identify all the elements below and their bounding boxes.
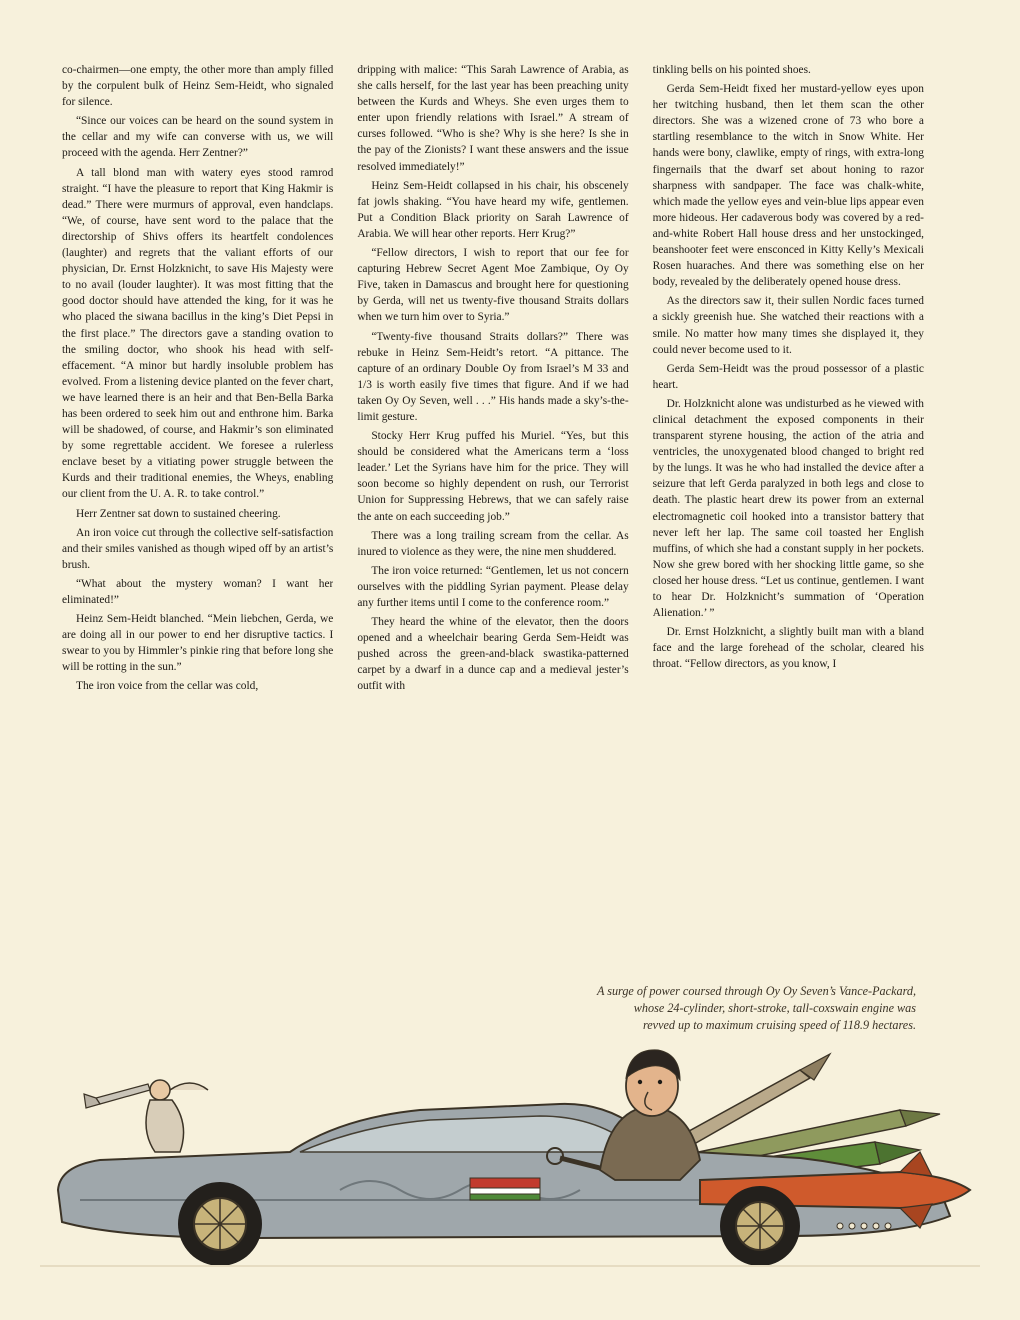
text-column-3 bbox=[653, 62, 924, 952]
paragraph: tinkling bells on his pointed shoes. bbox=[652, 64, 811, 76]
paragraph: The iron voice from the cellar was cold, bbox=[76, 680, 259, 693]
paragraph: Heinz Sem-Heidt blanched. “Mein liebchen, Gerda, we are doing all in our power to end her disruptive tactics. I swear to you by Himmler’s pinkie ring that before long she will be rotting in the sun.” bbox=[62, 613, 334, 674]
paragraph: “What about the mystery woman? I want her eliminated!” bbox=[62, 577, 334, 606]
car-illustration bbox=[40, 1040, 980, 1270]
paragraph: “Twenty-five thousand Straits dollars?” There was rebuke in Heinz Sem-Heidt’s retort. “A pittance. The capture of an ordinary Double Oy from Israel’s M 33 and 1/3 is worth easily five times that figure. And if we had taken Oy Oy Seven, well . . .” His hands made a sky’s-the-limit gesture. bbox=[357, 330, 629, 423]
front-wheel bbox=[720, 1186, 800, 1266]
paragraph: There was a long trailing scream from the cellar. As inured to violence as they were, the nine men shuddered. bbox=[357, 529, 629, 558]
caption-line: A surge of power coursed through Oy Oy Seven’s Vance-Packard, bbox=[596, 984, 916, 998]
illustration-caption bbox=[436, 983, 916, 1034]
paragraph: The iron voice returned: “Gentlemen, let us not concern ourselves with the piddling Syrian payment. Please delay any further items until I come to the conference room.” bbox=[357, 564, 629, 609]
text-column-2 bbox=[357, 62, 628, 952]
paragraph: dripping with malice: “This Sarah Lawrence of Arabia, as she calls herself, for the last year has been preaching unity between the Kurds and Wheys. She even urges them to enter upon friendly relations with Israel.” A stream of curses followed. “Who is she? Why is she here? Is she in the pay of the Zionists? I want these answers and the issue resolved immediately!” bbox=[357, 64, 629, 173]
rear-wheel bbox=[178, 1182, 262, 1266]
text-column-1 bbox=[62, 62, 333, 952]
caption-line: whose 24-cylinder, short-stroke, tall-coxswain engine was bbox=[633, 1001, 916, 1015]
paragraph: They heard the whine of the elevator, then the doors opened and a wheelchair bearing Gerda Sem-Heidt was pushed across the green-and-black swastika-patterned carpet by a dwarf in a dunce cap and a medieval jester’s outfit with bbox=[357, 616, 629, 693]
paragraph: A tall blond man with watery eyes stood ramrod straight. “I have the pleasure to report that King Hakmir is dead.” There were murmurs of approval, even handclaps. “We, of course, have sent word to the palace that the directorship of Shivs offers its heartfelt condolences (laughter) and regrets that the valiant efforts of our physician, Dr. Ernst Holzknicht, to save His Majesty were to no avail (louder laughter). It was most fitting that the good doctor should have attended the king, for it was he who placed the siwana bacillus in the king’s Diet Pepsi in the first place.” The directors gave a standing ovation to the smiling doctor, who shook his head with self-effacement. “A minor but hardly insoluble problem has evolved. From a listening device planted on the fever chart, we have learned there is an heir and that Ben-Bella Barka has been ordered to seek him out and enthrone him. Barka will be shadowed, of course, and Hakmir’s son eliminated by some regrettable accident. We foresee a rulerless enclave beset by a vitiating power struggle between the Kurds and their traditional enemies, the Wheys, enabling our client from the U. A. R. to take control.” bbox=[62, 166, 334, 501]
paragraph: Herr Zentner sat down to sustained cheering. bbox=[76, 507, 281, 520]
paragraph: Heinz Sem-Heidt collapsed in his chair, his obscenely fat jowls shaking. “You have heard my wife, gentlemen. Put a Condition Black priority on Sarah Lawrence of Arabia. We will hear other reports. Herr Krug?” bbox=[357, 179, 629, 240]
paragraph: co-chairmen—one empty, the other more than amply filled by the corpulent bulk of Heinz Sem-Heidt, who signaled for silence. bbox=[62, 64, 334, 109]
paragraph: “Fellow directors, I wish to report that our fee for capturing Hebrew Secret Agent Moe Zambique, Oy Oy Five, taken in Damascus and brought here for questioning by Gerda, will net us twenty-five thousand Straits dollars when we turn him over to Syria.” bbox=[357, 247, 629, 324]
paragraph: As the directors saw it, their sullen Nordic faces turned a sickly greenish hue. She watched their reactions with a smile. No matter how many times she displayed it, they could never become used to it. bbox=[652, 295, 924, 356]
paragraph: Stocky Herr Krug puffed his Muriel. “Yes, but this should be considered what the Americans term a ‘loss leader.’ Let the Syrians have him for the price. They will soon become so highly dependent on rush, our Terrorist Union for Suppressing Hebrews, that we can safely raise the ante on each succeeding job.” bbox=[357, 430, 629, 523]
paragraph: Gerda Sem-Heidt fixed her mustard-yellow eyes upon her twitching husband, then let them scan the other directors. She was a wizened crone of 73 who bore a startling resemblance to the witch in Snow White. Her hands were bony, clawlike, empty of rings, with extra-long fingernails that the dwarf set about honing to razor sharpness with sandpaper. The face was chalk-white, which made the yellow eyes and vein-blue lips appear even more hideous. Her cadaverous body was covered by a red-and-white Robert Hall house dress and her unstockinged, beanshooter feet were ensconced in Kitty Kelly’s Mexicali Rosen huaraches. And there was something else on her body, revealed by the deliberately opened house dress. bbox=[652, 83, 924, 289]
paragraph: Dr. Ernst Holzknicht, a slightly built man with a bland face and the large forehead of the scholar, cleared his throat. “Fellow directors, as you know, I bbox=[652, 626, 924, 671]
car-drawing bbox=[40, 1040, 980, 1270]
paragraph: An iron voice cut through the collective self-satisfaction and their smiles vanished as though wiped off by an artist’s brush. bbox=[62, 526, 334, 571]
article-body bbox=[62, 62, 924, 952]
trumpeter-figure bbox=[84, 1080, 208, 1152]
paragraph: “Since our voices can be heard on the sound system in the cellar and my wife can converse with us, we will proceed with the agenda. Herr Zentner?” bbox=[62, 115, 334, 160]
caption-line: revved up to maximum cruising speed of 118.9 hectares. bbox=[642, 1018, 916, 1032]
paragraph: Gerda Sem-Heidt was the proud possessor of a plastic heart. bbox=[652, 362, 924, 391]
paragraph: Dr. Holzknicht alone was undisturbed as he viewed with clinical detachment the exposed components in their transparent styrene housing, the action of the atria and ventricles, the unoxygenated blood changed to bright red by the lungs. It was he who had installed the device after a seizure that left Gerda paralyzed in both legs and close to death. The plastic heart drew its power from an external electromagnetic coil hooked into a transistor battery that never left her lap. The same coil toasted her English muffins, of which she had a constant supply in her pockets. Now she grew bored with her shocking little game, so she closed her house dress. “Let us continue, gentlemen. I want to hear Dr. Holzknicht’s summation of ‘Operation Alienation.’ ” bbox=[652, 397, 924, 620]
